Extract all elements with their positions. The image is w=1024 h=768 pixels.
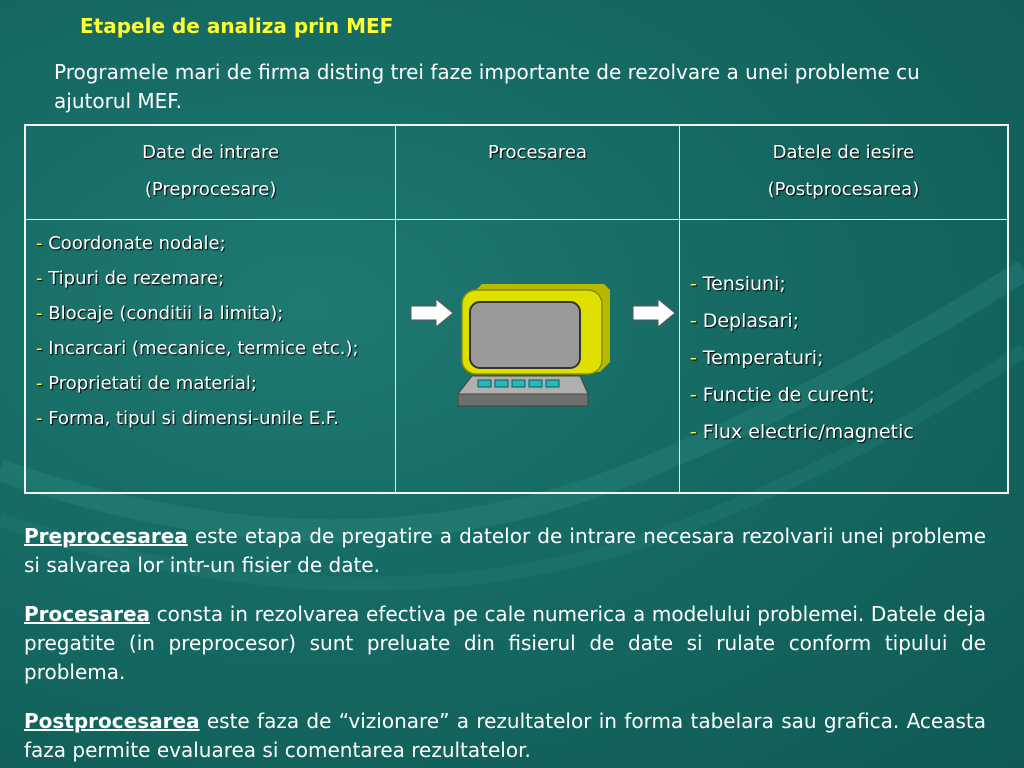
dash-bullet: -	[689, 347, 697, 369]
list-item	[36, 405, 383, 433]
header-line: (Preprocesare)	[144, 179, 277, 200]
list-item-text: Temperaturi;	[702, 347, 824, 369]
list-item	[690, 266, 1001, 303]
list-item-text: Tipuri de rezemare;	[48, 268, 225, 289]
header-line: Datele de iesire	[772, 142, 915, 163]
description-text: este etapa de pregatire a datelor de intrare necesara rezolvarii unei probleme si salvarea lor intr-un fisier de date.	[24, 524, 986, 577]
dash-bullet: -	[36, 268, 43, 289]
header-inputs	[25, 125, 396, 220]
list-item	[36, 300, 383, 328]
description-processing	[24, 600, 986, 687]
list-item	[36, 335, 383, 363]
arrow-right-icon	[632, 298, 676, 328]
term-preprocessing: Preprocesarea	[24, 524, 188, 548]
dash-bullet: -	[689, 421, 697, 443]
list-item	[36, 370, 383, 398]
computer-icon	[454, 280, 614, 412]
description-postprocessing	[24, 707, 986, 765]
dash-bullet: -	[36, 303, 43, 324]
list-item	[690, 303, 1001, 340]
list-item	[36, 230, 383, 258]
table-body-row	[25, 220, 1008, 494]
inputs-cell	[25, 220, 396, 494]
list-item-text: Forma, tipul si dimensi-unile E.F.	[48, 408, 339, 429]
list-item-text: Tensiuni;	[702, 273, 786, 295]
list-item-text: Coordonate nodale;	[48, 233, 226, 254]
dash-bullet: -	[36, 408, 43, 429]
header-processing	[396, 125, 680, 220]
header-line: Procesarea	[488, 142, 588, 163]
list-item-text: Deplasari;	[702, 310, 800, 332]
list-item-text: Incarcari (mecanice, termice etc.);	[48, 338, 359, 359]
slide-title: Etapele de analiza prin MEF	[80, 14, 394, 38]
intro-text: Programele mari de firma disting trei faze importante de rezolvare a unei probleme cu ajutorul MEF.	[54, 60, 920, 113]
dash-bullet: -	[689, 384, 697, 406]
dash-bullet: -	[689, 310, 697, 332]
dash-bullet: -	[36, 373, 43, 394]
term-postprocessing: Postprocesarea	[24, 709, 200, 733]
list-item	[690, 414, 1001, 451]
list-item	[36, 265, 383, 293]
list-item	[690, 377, 1001, 414]
list-item-text: Functie de curent;	[702, 384, 875, 406]
header-outputs	[679, 125, 1008, 220]
list-item-text: Blocaje (conditii la limita);	[48, 303, 284, 324]
list-item-text: Flux electric/magnetic	[702, 421, 914, 443]
arrow-right-icon	[410, 298, 454, 328]
description-text: consta in rezolvarea efectiva pe cale numerica a modelului problemei. Datele deja pregatite (in preprocesor) sunt preluate din fisierul de date si rulate conform tipului de problema.	[24, 602, 986, 684]
list-item-text: Proprietati de material;	[48, 373, 257, 394]
dash-bullet: -	[36, 233, 43, 254]
list-item	[690, 340, 1001, 377]
header-line: Date de intrare	[142, 142, 280, 163]
dash-bullet: -	[689, 273, 697, 295]
outputs-cell	[679, 220, 1008, 494]
dash-bullet: -	[36, 338, 43, 359]
term-processing: Procesarea	[24, 602, 151, 626]
header-line: (Postprocesarea)	[767, 179, 920, 200]
table-header-row	[25, 125, 1008, 220]
phases-table	[24, 124, 1009, 494]
description-text: este faza de “vizionare” a rezultatelor in forma tabelara sau grafica. Aceasta faza permite evaluarea si comentarea rezultatelor.	[24, 709, 986, 762]
processing-cell	[396, 220, 680, 494]
description-preprocessing	[24, 522, 986, 580]
